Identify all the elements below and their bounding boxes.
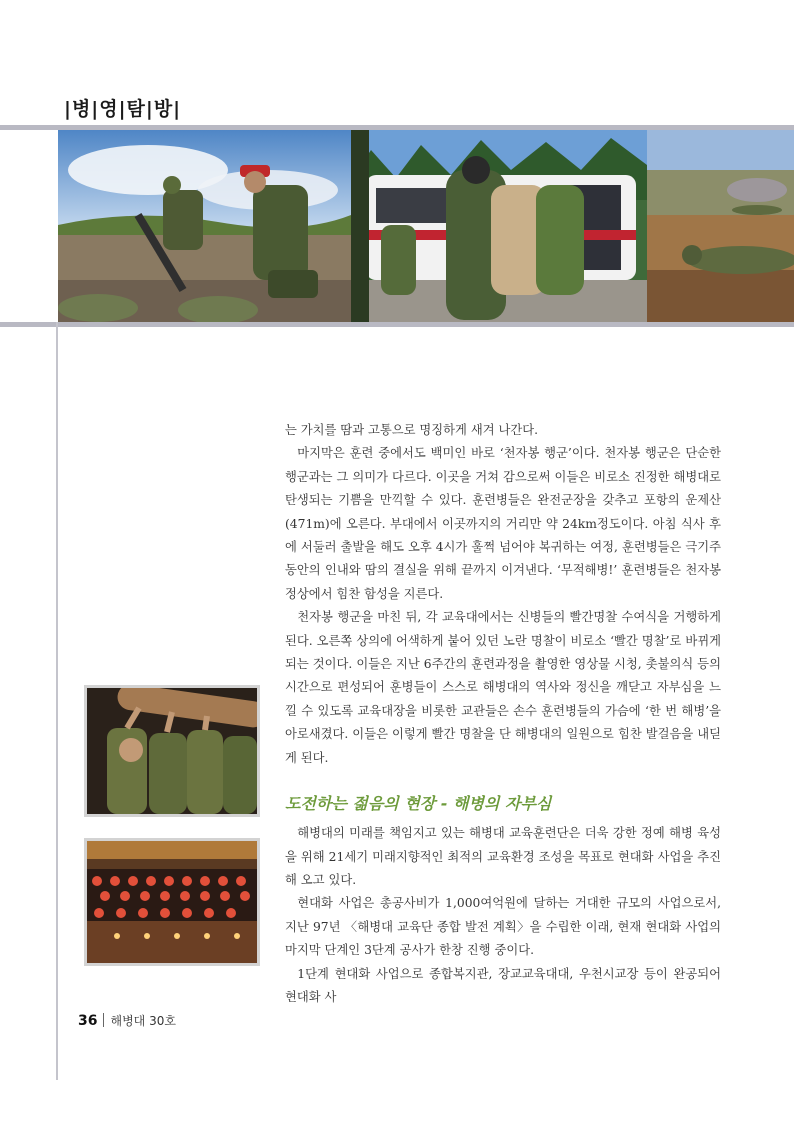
paragraph: 현대화 사업은 총공사비가 1,000여억원에 달하는 거대한 규모의 사업으로서, 지난 97년 〈해병대 교육단 종합 발전 계획〉을 수립한 이래, 현재 현대화 사업의 마지막 단계인 3단계 공사가 한창 진행 중이다. <box>285 896 721 958</box>
margin-rule <box>56 322 58 1080</box>
paragraph: 마지막은 훈련 중에서도 백미인 바로 ‘천자봉 행군’이다. 천자봉 행군은 단순한 행군과는 그 의미가 다르다. 이곳을 거쳐 감으로써 이들은 비로소 진정한 해병대로 탄생되는 기쁨을 만끽할 수 있다. 훈련병들은 완전군장을 갖추고 포항의 운제산(471m)에 오른다. 부대에서 이곳까지의 거리만 약 24km정도이다. 아침 식사 후에 서둘러 출발을 해도 오후 4시가 훌쩍 넘어야 복귀하는 여정, 훈련병들은 극기주 동안의 인내와 땀의 결실을 위해 끝까지 이겨낸다. ‘무적해병!’ 훈련병들은 천자봉 정상에서 힘찬 함성을 지른다. <box>285 446 721 601</box>
photo-band-bottom <box>0 322 794 327</box>
footer-divider <box>103 1013 104 1027</box>
paragraph: 는 가치를 땀과 고통으로 명징하게 새겨 나간다. <box>285 423 539 437</box>
page-number: 36 <box>78 1013 98 1029</box>
photo-strip <box>58 130 794 322</box>
photo-candle-ceremony <box>84 838 260 966</box>
section-label: |병|영|탐|방| <box>64 98 182 120</box>
page-footer <box>78 1012 176 1029</box>
paragraph: 해병대의 미래를 책임지고 있는 해병대 교육훈련단은 더욱 강한 정예 해병 육성을 위해 21세기 미래지향적인 최적의 교육환경 조성을 목표로 현대화 사업을 추진해 오고 있다. <box>285 826 721 887</box>
article-body <box>285 419 721 1009</box>
section-subheading: 도전하는 젊음의 현장 - 해병의 자부심 <box>285 794 552 814</box>
photo-mortar-training <box>58 130 351 322</box>
photo-log-lift <box>84 685 260 817</box>
publication-name: 해병대 30호 <box>110 1014 176 1028</box>
paragraph: 천자봉 행군을 마친 뒤, 각 교육대에서는 신병들의 빨간명찰 수여식을 거행하게 된다. 오른쪽 상의에 어색하게 붙어 있던 노란 명찰이 비로소 ‘빨간 명찰’로 바뀌게 되는 것이다. 이들은 지난 6주간의 훈련과정을 촬영한 영상물 시청, 촛불의식 등의 시간으로 편성되어 훈병들이 스스로 해병대의 역사와 정신을 깨닫고 자부심을 느낄 수 있도록 교육대장을 비롯한 교관들은 손수 훈련병들의 가슴에 ‘한 번 해병’을 아로새겼다. 이들은 이렇게 빨간 명찰을 단 해병대의 일원으로 힘찬 발걸음을 내딛게 된다. <box>285 610 721 765</box>
photo-crawling-drill <box>647 130 794 322</box>
photo-bus-arrival <box>351 130 647 322</box>
paragraph: 1단계 현대화 사업으로 종합복지관, 장교교육대대, 우천시교장 등이 완공되어 현대화 사 <box>285 966 721 1004</box>
